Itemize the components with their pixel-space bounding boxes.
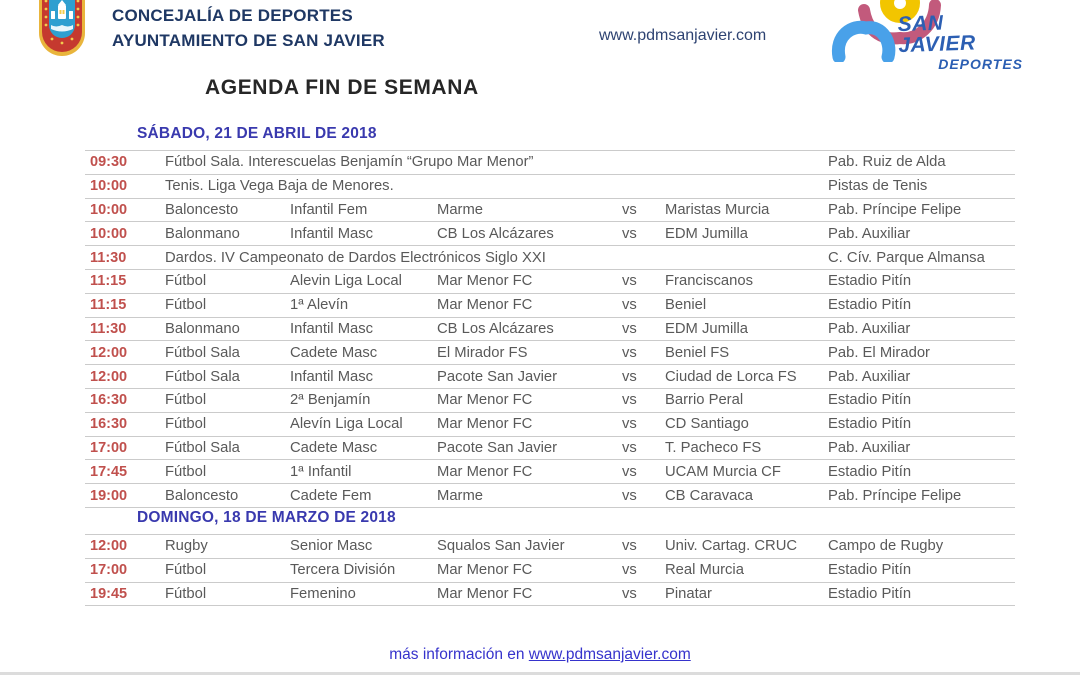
table-row (85, 437, 1015, 461)
agenda-sections (85, 124, 1015, 606)
category-cell: Infantil Masc (290, 368, 374, 385)
footer-text: más información en (389, 646, 529, 663)
sport-cell: Balonmano (165, 225, 240, 242)
table-row (85, 294, 1015, 318)
venue-cell: Pab. Auxiliar (828, 368, 911, 385)
vs-cell: vs (622, 416, 637, 433)
category-cell: 1ª Alevín (290, 297, 349, 314)
sport-cell: Fútbol (165, 585, 207, 602)
home-team-cell: Pacote San Javier (437, 368, 558, 385)
table-row (85, 460, 1015, 484)
vs-cell: vs (622, 562, 637, 579)
vs-cell: vs (622, 297, 637, 314)
section-heading: DOMINGO, 18 DE MARZO DE 2018 (137, 508, 396, 526)
sport-cell: Fútbol (165, 273, 207, 290)
venue-cell: Estadio Pitín (828, 416, 912, 433)
vs-cell: vs (622, 320, 637, 337)
sport-cell: Baloncesto (165, 487, 239, 504)
category-cell: Alevín Liga Local (290, 416, 403, 433)
vs-cell: vs (622, 463, 637, 480)
venue-cell: Estadio Pitín (828, 297, 912, 314)
category-cell: Cadete Masc (290, 344, 378, 361)
table-row (85, 199, 1015, 223)
home-team-cell: Mar Menor FC (437, 463, 533, 480)
vs-cell: vs (622, 201, 637, 218)
table-row (85, 318, 1015, 342)
vs-cell: vs (622, 439, 637, 456)
vs-cell: vs (622, 392, 637, 409)
away-team-cell: Franciscanos (665, 273, 753, 290)
away-team-cell: Pinatar (665, 585, 712, 602)
vs-cell: vs (622, 344, 637, 361)
organization-name (112, 3, 385, 53)
venue-cell: Pab. Príncipe Felipe (828, 487, 962, 504)
away-team-cell: EDM Jumilla (665, 320, 749, 337)
time-cell: 11:30 (90, 320, 127, 337)
time-cell: 10:00 (90, 201, 128, 218)
table-row (85, 389, 1015, 413)
category-cell: Alevin Liga Local (290, 273, 402, 290)
away-team-cell: T. Pacheco FS (665, 439, 762, 456)
sport-cell: Fútbol Sala (165, 344, 240, 361)
category-cell: Senior Masc (290, 538, 373, 555)
sport-cell: Fútbol (165, 562, 207, 579)
table-row (85, 151, 1015, 175)
time-cell: 19:00 (90, 487, 128, 504)
home-team-cell: Mar Menor FC (437, 297, 533, 314)
venue-cell: Pab. Príncipe Felipe (828, 201, 962, 218)
venue-cell: Estadio Pitín (828, 392, 912, 409)
venue-cell: Pab. Auxiliar (828, 225, 911, 242)
venue-cell: C. Cív. Parque Almansa (828, 249, 985, 266)
away-team-cell: Beniel (665, 297, 707, 314)
footer-info (0, 646, 1080, 664)
page-title: AGENDA FIN DE SEMANA (205, 76, 479, 99)
table-row (85, 484, 1015, 508)
sport-cell: Fútbol (165, 392, 207, 409)
home-team-cell: CB Los Alcázares (437, 320, 554, 337)
home-team-cell: Mar Menor FC (437, 562, 533, 579)
agenda-table (85, 534, 1015, 606)
away-team-cell: Real Murcia (665, 562, 744, 579)
venue-cell: Pab. Auxiliar (828, 439, 911, 456)
away-team-cell: Barrio Peral (665, 392, 744, 409)
category-cell: 2ª Benjamín (290, 392, 371, 409)
venue-cell: Estadio Pitín (828, 273, 912, 290)
table-row (85, 365, 1015, 389)
time-cell: 11:30 (90, 249, 127, 266)
table-row (85, 413, 1015, 437)
time-cell: 16:30 (90, 416, 128, 433)
vs-cell: vs (622, 225, 637, 242)
category-cell: Infantil Masc (290, 225, 374, 242)
sport-cell: Balonmano (165, 320, 240, 337)
category-cell: Tercera División (290, 562, 396, 579)
category-cell: Cadete Fem (290, 487, 372, 504)
time-cell: 12:00 (90, 538, 128, 555)
time-cell: 12:00 (90, 368, 128, 385)
vs-cell: vs (622, 538, 637, 555)
time-cell: 11:15 (90, 297, 127, 314)
away-team-cell: Maristas Murcia (665, 201, 770, 218)
category-cell: Cadete Masc (290, 439, 378, 456)
away-team-cell: EDM Jumilla (665, 225, 749, 242)
section-heading: SÁBADO, 21 DE ABRIL DE 2018 (137, 125, 377, 142)
venue-cell: Pab. Auxiliar (828, 320, 911, 337)
sport-cell: Baloncesto (165, 201, 239, 218)
brand-line-2: DEPORTES (938, 56, 1023, 72)
vs-cell: vs (622, 585, 637, 602)
home-team-cell: CB Los Alcázares (437, 225, 554, 242)
away-team-cell: UCAM Murcia CF (665, 463, 781, 480)
venue-cell: Estadio Pitín (828, 585, 912, 602)
sport-cell: Rugby (165, 538, 208, 555)
away-team-cell: Beniel FS (665, 344, 730, 361)
category-cell: Infantil Masc (290, 320, 374, 337)
time-cell: 10:00 (90, 225, 128, 242)
away-team-cell: CD Santiago (665, 416, 749, 433)
category-cell: 1ª Infantil (290, 463, 352, 480)
time-cell: 12:00 (90, 344, 128, 361)
san-javier-crest-icon (38, 0, 86, 57)
brand-line-1: SAN JAVIER (897, 11, 977, 58)
home-team-cell: Marme (437, 487, 484, 504)
vs-cell: vs (622, 368, 637, 385)
website-url-top: www.pdmsanjavier.com (599, 27, 767, 44)
vs-cell: vs (622, 273, 637, 290)
time-cell: 16:30 (90, 392, 128, 409)
brand-wordmark (898, 12, 1023, 71)
home-team-cell: Mar Menor FC (437, 585, 533, 602)
time-cell: 19:45 (90, 585, 128, 602)
org-line-1: CONCEJALÍA DE DEPORTES (112, 6, 353, 25)
agenda-table (85, 150, 1015, 508)
away-team-cell: Ciudad de Lorca FS (665, 368, 797, 385)
venue-cell: Estadio Pitín (828, 562, 912, 579)
home-team-cell: El Mirador FS (437, 344, 528, 361)
event-description-cell: Dardos. IV Campeonato de Dardos Electrónicos Siglo XXI (165, 249, 546, 266)
time-cell: 09:30 (90, 154, 128, 171)
home-team-cell: Marme (437, 201, 484, 218)
time-cell: 17:00 (90, 439, 128, 456)
time-cell: 10:00 (90, 178, 128, 195)
footer-website-link[interactable]: www.pdmsanjavier.com (528, 646, 691, 663)
venue-cell: Estadio Pitín (828, 463, 912, 480)
venue-cell: Campo de Rugby (828, 538, 944, 555)
sport-cell: Fútbol (165, 416, 207, 433)
table-row (85, 535, 1015, 559)
category-cell: Femenino (290, 585, 356, 602)
event-description-cell: Tenis. Liga Vega Baja de Menores. (165, 178, 394, 195)
category-cell: Infantil Fem (290, 201, 368, 218)
table-row (85, 246, 1015, 270)
venue-cell: Pab. El Mirador (828, 344, 930, 361)
table-row (85, 270, 1015, 294)
sport-cell: Fútbol Sala (165, 368, 240, 385)
venue-cell: Pab. Ruiz de Alda (828, 154, 946, 171)
sport-cell: Fútbol Sala (165, 439, 240, 456)
venue-cell: Pistas de Tenis (828, 178, 928, 195)
away-team-cell: CB Caravaca (665, 487, 753, 504)
sport-cell: Fútbol (165, 297, 207, 314)
home-team-cell: Mar Menor FC (437, 416, 533, 433)
time-cell: 17:00 (90, 562, 128, 579)
table-row (85, 222, 1015, 246)
vs-cell: vs (622, 487, 637, 504)
org-line-2: AYUNTAMIENTO DE SAN JAVIER (112, 31, 385, 50)
home-team-cell: Mar Menor FC (437, 273, 533, 290)
sport-cell: Fútbol (165, 463, 207, 480)
table-row (85, 583, 1015, 607)
home-team-cell: Pacote San Javier (437, 439, 558, 456)
time-cell: 11:15 (90, 273, 127, 290)
home-team-cell: Mar Menor FC (437, 392, 533, 409)
table-row (85, 341, 1015, 365)
event-description-cell: Fútbol Sala. Interescuelas Benjamín “Grupo Mar Menor” (165, 154, 534, 171)
table-row (85, 175, 1015, 199)
time-cell: 17:45 (90, 463, 128, 480)
away-team-cell: Univ. Cartag. CRUC (665, 538, 798, 555)
home-team-cell: Squalos San Javier (437, 538, 565, 555)
table-row (85, 559, 1015, 583)
